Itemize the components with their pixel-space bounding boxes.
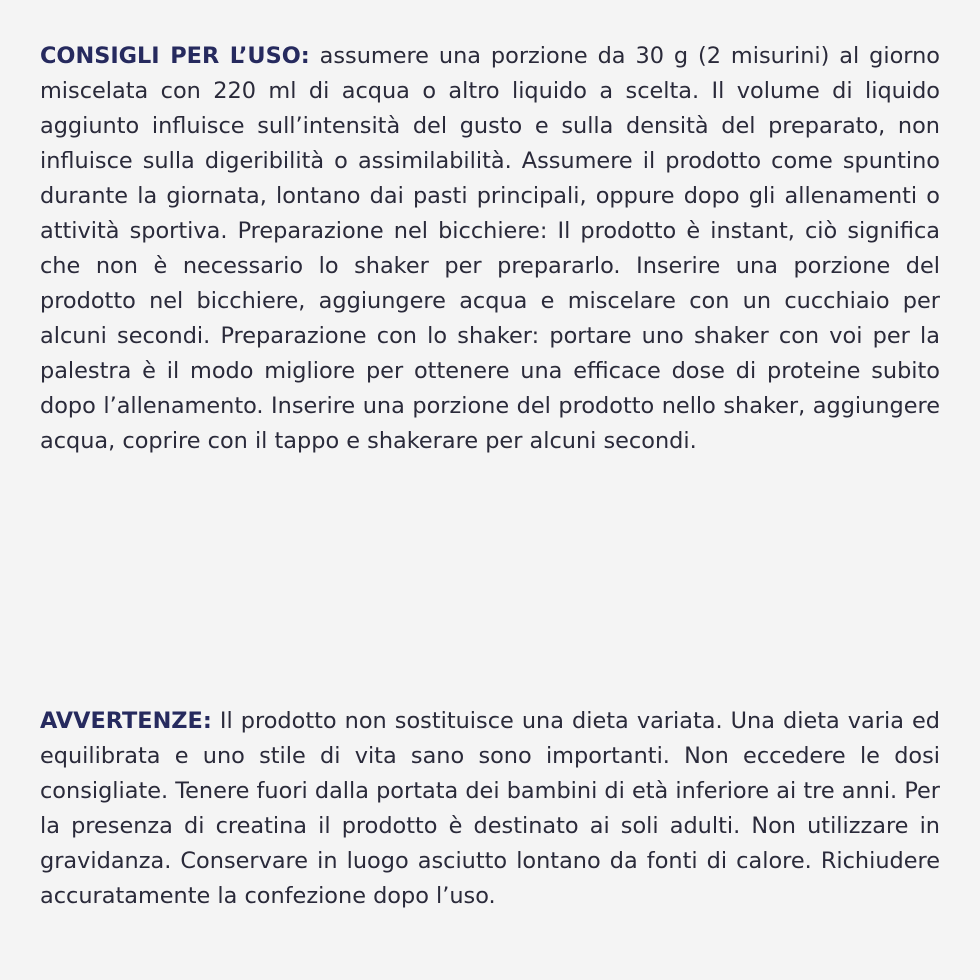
warnings-paragraph <box>40 704 940 914</box>
usage-instructions-paragraph <box>40 39 940 459</box>
warnings-text: Il prodotto non sostituisce una dieta variata. Una dieta varia ed equilibrata e uno stile di vita sano sono importanti. Non eccedere le dosi consigliate. Tenere fuori dalla portata dei bambini di età inferiore ai tre anni. Per la presenza di creatina il prodotto è destinato ai soli adulti. Non utilizzare in gravidanza. Conservare in luogo asciutto lontano da fonti di calore. Richiudere accuratamente la confezione dopo l’uso. <box>40 708 940 909</box>
usage-text: assumere una porzione da 30 g (2 misurini) al giorno miscelata con 220 ml di acqua o altro liquido a scelta. Il volume di liquido aggiunto influisce sull’intensità del gusto e sulla densità del preparato, non influisce sulla digeribilità o assimilabilità. Assumere il prodotto come spuntino durante la giornata, lontano dai pasti principali, oppure dopo gli allenamenti o attività sportiva. Preparazione nel bicchiere: Il prodotto è instant, ciò significa che non è necessario lo shaker per prepararlo. Inserire una porzione del prodotto nel bicchiere, aggiungere acqua e miscelare con un cucchiaio per alcuni secondi. Preparazione con lo shaker: portare uno shaker con voi per la palestra è il modo migliore per ottenere una efficace dose di proteine subito dopo l’allenamento. Inserire una porzione del prodotto nello shaker, aggiungere acqua, coprire con il tappo e shakerare per alcuni secondi. <box>40 43 940 454</box>
warnings-heading: AVVERTENZE: <box>40 708 212 734</box>
usage-heading: CONSIGLI PER L’USO: <box>40 43 310 69</box>
